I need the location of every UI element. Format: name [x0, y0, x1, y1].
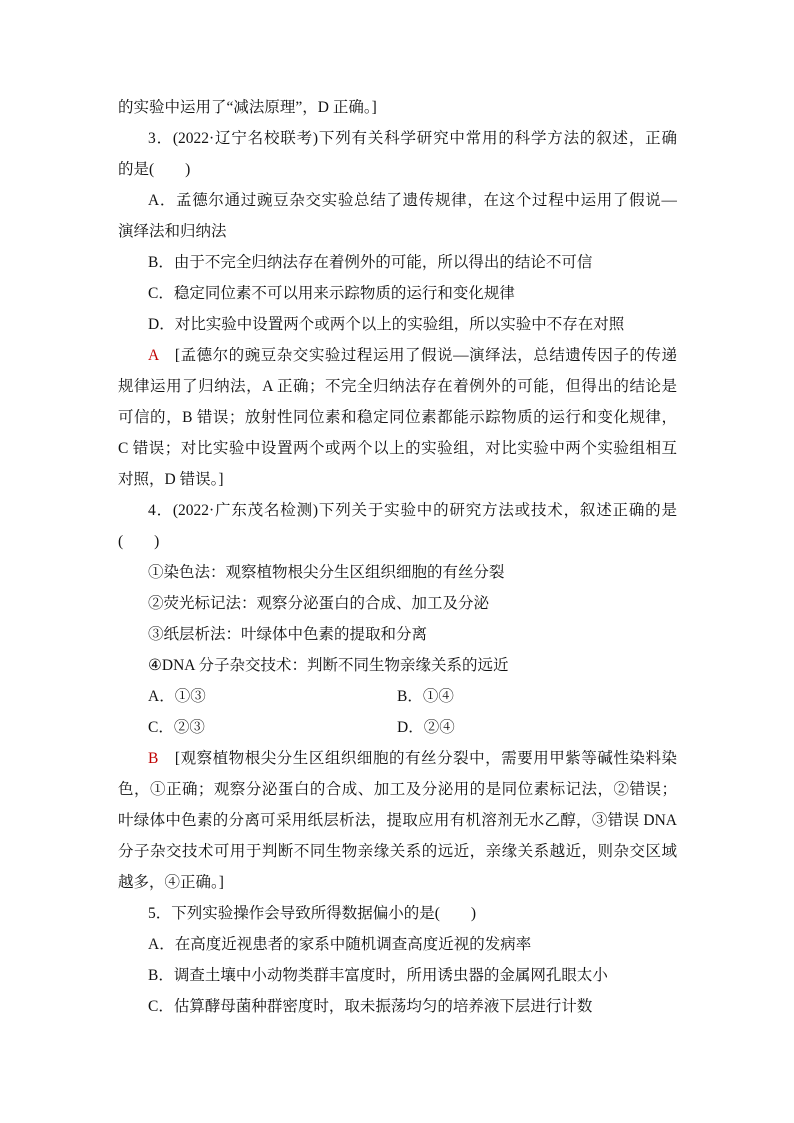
q3-stem-line: 3．(2022·辽宁名校联考)下列有关科学研究中常用的科学方法的叙述，正确: [148, 130, 677, 147]
q4-explanation-line: 越多，④正确。]: [118, 874, 224, 891]
q4-explanation-line: 叶绿体中色素的分离可采用纸层析法，提取应用有机溶剂无水乙醇，③错误 DNA: [118, 812, 677, 829]
explanation-text: [观察植物根尖分生区组织细胞的有丝分裂中，需要用甲紫等碱性染料染: [158, 750, 677, 767]
q4-options-row: [118, 681, 677, 712]
q4-item: ②荧光标记法：观察分泌蛋白的合成、加工及分泌: [148, 595, 490, 612]
q4-item: ①染色法：观察植物根尖分生区组织细胞的有丝分裂: [148, 564, 505, 581]
answer-letter: A: [148, 347, 159, 364]
prev-explanation-tail: 的实验中运用了“减法原理”，D 正确。]: [118, 99, 377, 116]
q4-stem-line: ( ): [118, 533, 160, 550]
q4-item: ④DNA 分子杂交技术：判断不同生物亲缘关系的远近: [148, 657, 509, 674]
q5-stem: 5．下列实验操作会导致所得数据偏小的是( ): [148, 905, 477, 922]
q4-explanation-line: 分子杂交技术可用于判断不同生物亲缘关系的远近，亲缘关系越近，则杂交区域: [118, 843, 677, 860]
q3-explanation-line: C 错误；对比实验中设置两个或两个以上的实验组，对比实验中两个实验组相互: [118, 440, 677, 457]
q4-stem-line: 4．(2022·广东茂名检测)下列关于实验中的研究方法或技术，叙述正确的是: [148, 502, 677, 519]
q3-explanation-line: [118, 340, 677, 371]
q4-options-row: [118, 712, 677, 743]
q3-stem-line: 的是( ): [118, 161, 191, 178]
q5-option-b: B．调查土壤中小动物类群丰富度时，所用诱虫器的金属网孔眼太小: [148, 967, 608, 984]
q5-option-a: A．在高度近视患者的家系中随机调查高度近视的发病率: [148, 936, 532, 953]
q4-option-a: A．①③: [148, 688, 206, 705]
q4-explanation-line: [118, 743, 677, 774]
q3-option-d: D．对比实验中设置两个或两个以上的实验组，所以实验中不存在对照: [148, 316, 625, 333]
q3-explanation-line: 对照，D 错误。]: [118, 471, 224, 488]
q4-option-b: B．①④: [397, 688, 454, 705]
question-5: [118, 898, 677, 1022]
q3-option-a: A．孟德尔通过豌豆杂交实验总结了遗传规律，在这个过程中运用了假说—: [148, 192, 677, 209]
q3-explanation-line: 规律运用了归纳法，A 正确；不完全归纳法存在着例外的可能，但得出的结论是: [118, 378, 677, 395]
q4-option-c: C．②③: [148, 719, 205, 736]
q3-option-c: C．稳定同位素不可以用来示踪物质的运行和变化规律: [148, 285, 515, 302]
explanation-text: [孟德尔的豌豆杂交实验过程运用了假说—演绎法，总结遗传因子的传递: [158, 347, 677, 364]
answer-letter: B: [148, 750, 159, 767]
q3-option-a-cont: 演绎法和归纳法: [118, 223, 227, 240]
question-4: [118, 495, 677, 898]
question-3: [118, 123, 677, 495]
q4-item: ③纸层析法：叶绿体中色素的提取和分离: [148, 626, 428, 643]
q4-explanation-line: 色，①正确；观察分泌蛋白的合成、加工及分泌用的是同位素标记法，②错误；: [118, 781, 677, 798]
q3-explanation-line: 可信的，B 错误；放射性同位素和稳定同位素都能示踪物质的运行和变化规律，: [118, 409, 677, 426]
q5-option-c: C．估算酵母菌种群密度时，取未振荡均匀的培养液下层进行计数: [148, 998, 593, 1015]
page-content: [118, 92, 677, 1022]
q4-option-d: D．②④: [397, 719, 455, 736]
q3-option-b: B．由于不完全归纳法存在着例外的可能，所以得出的结论不可信: [148, 254, 593, 271]
